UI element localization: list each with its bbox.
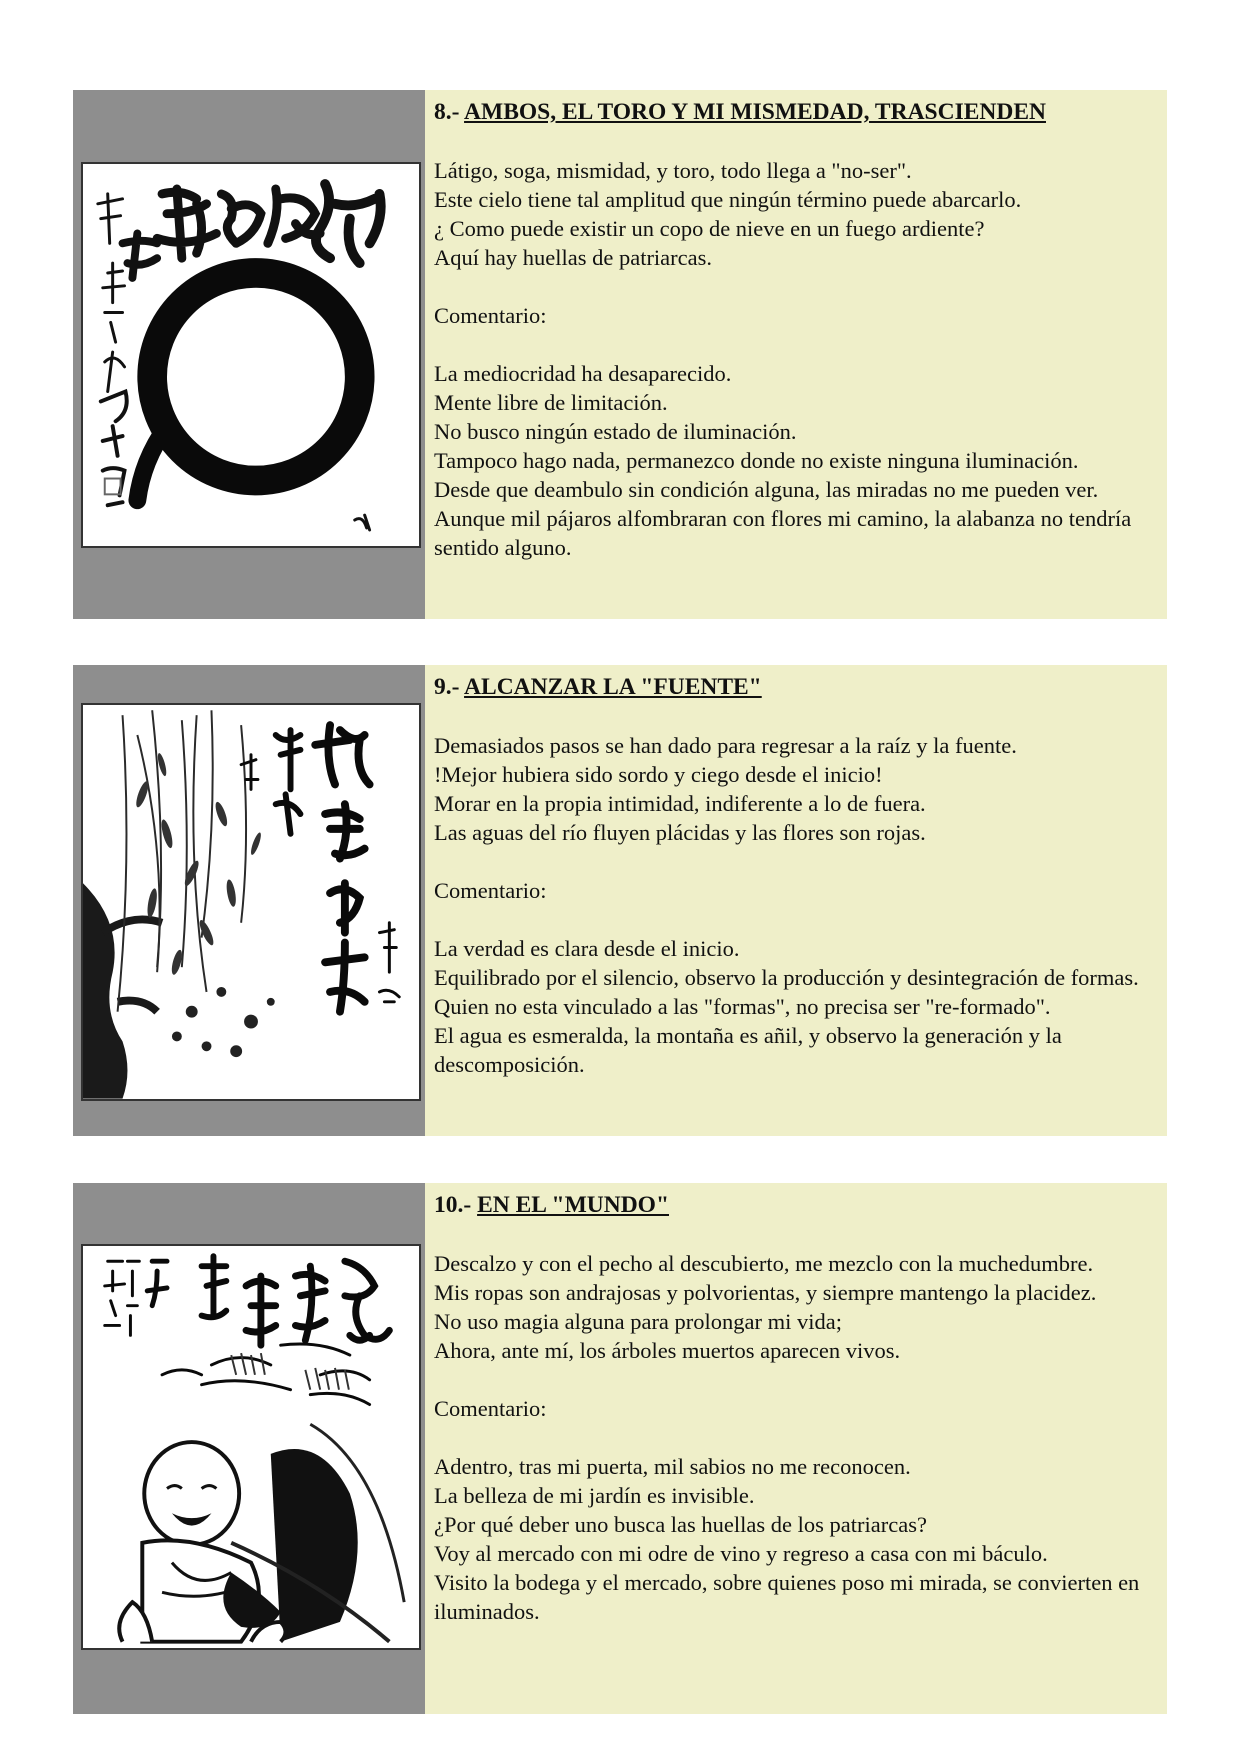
section-9 xyxy=(73,665,1167,1136)
image-panel xyxy=(73,665,425,1136)
monk-drawing xyxy=(83,1246,419,1648)
willow-drawing xyxy=(83,705,419,1099)
enso-calligraphy-image xyxy=(81,162,421,548)
section-heading xyxy=(434,1191,1157,1220)
verse-line: Aquí hay huellas de patriarcas. xyxy=(434,245,713,270)
section-title: ALCANZAR LA "FUENTE" xyxy=(464,674,762,700)
section-number: 8.- xyxy=(434,99,460,125)
willow-painting-image xyxy=(81,703,421,1101)
section-heading xyxy=(434,98,1157,127)
commentary-line: La verdad es clara desde el inicio. xyxy=(434,936,740,961)
verse-line: Este cielo tiene tal amplitud que ningún término puede abarcarlo. xyxy=(434,187,1022,212)
section-number: 9.- xyxy=(434,674,460,700)
verse-line: Mis ropas son andrajosas y polvorientas, y siempre mantengo la placidez. xyxy=(434,1280,1097,1305)
commentary-line: Visito la bodega y el mercado, sobre quienes poso mi mirada, se convierten en iluminados. xyxy=(434,1570,1140,1624)
commentary-label: Comentario: xyxy=(434,303,547,328)
section-title: EN EL "MUNDO" xyxy=(477,1192,669,1218)
image-panel xyxy=(73,90,425,619)
commentary-line: La belleza de mi jardín es invisible. xyxy=(434,1483,755,1508)
commentary-line: ¿Por qué deber uno busca las huellas de los patriarcas? xyxy=(434,1512,927,1537)
image-panel xyxy=(73,1183,425,1714)
commentary-line: Voy al mercado con mi odre de vino y regreso a casa con mi báculo. xyxy=(434,1541,1048,1566)
commentary-line: Tampoco hago nada, permanezco donde no existe ninguna iluminación. xyxy=(434,448,1079,473)
verse-line: ¿ Como puede existir un copo de nieve en un fuego ardiente? xyxy=(434,216,985,241)
verse-line: Morar en la propia intimidad, indiferente a lo de fuera. xyxy=(434,791,926,816)
text-panel xyxy=(425,1183,1167,1714)
commentary-line: El agua es esmeralda, la montaña es añil, y observo la generación y la descomposición. xyxy=(434,1023,1062,1077)
section-10 xyxy=(73,1183,1167,1714)
verse-line: !Mejor hubiera sido sordo y ciego desde el inicio! xyxy=(434,762,883,787)
commentary-line: Equilibrado por el silencio, observo la producción y desintegración de formas. xyxy=(434,965,1139,990)
commentary-label: Comentario: xyxy=(434,878,547,903)
text-panel xyxy=(425,665,1167,1136)
commentary-line: La mediocridad ha desaparecido. xyxy=(434,361,732,386)
commentary-line: No busco ningún estado de iluminación. xyxy=(434,419,797,444)
verse-line: Látigo, soga, mismidad, y toro, todo llega a "no-ser". xyxy=(434,158,912,183)
verse-line: Demasiados pasos se han dado para regresar a la raíz y la fuente. xyxy=(434,733,1017,758)
commentary-line: Aunque mil pájaros alfombraran con flores mi camino, la alabanza no tendría sentido alguno. xyxy=(434,506,1132,560)
laughing-monk-image xyxy=(81,1244,421,1650)
commentary-line: Quien no esta vinculado a las "formas", no precisa ser "re-formado". xyxy=(434,994,1051,1019)
enso-drawing xyxy=(83,164,419,546)
section-number: 10.- xyxy=(434,1192,472,1218)
section-heading xyxy=(434,673,1157,702)
section-8 xyxy=(73,90,1167,619)
verse-line: Las aguas del río fluyen plácidas y las flores son rojas. xyxy=(434,820,926,845)
section-title: AMBOS, EL TORO Y MI MISMEDAD, TRASCIENDEN xyxy=(464,99,1046,125)
commentary-label: Comentario: xyxy=(434,1396,547,1421)
verse-line: Ahora, ante mí, los árboles muertos aparecen vivos. xyxy=(434,1338,901,1363)
text-panel xyxy=(425,90,1167,619)
commentary-line: Mente libre de limitación. xyxy=(434,390,668,415)
commentary-line: Adentro, tras mi puerta, mil sabios no me reconocen. xyxy=(434,1454,911,1479)
verse-line: No uso magia alguna para prolongar mi vida; xyxy=(434,1309,843,1334)
commentary-line: Desde que deambulo sin condición alguna, las miradas no me pueden ver. xyxy=(434,477,1099,502)
verse-line: Descalzo y con el pecho al descubierto, me mezclo con la muchedumbre. xyxy=(434,1251,1094,1276)
